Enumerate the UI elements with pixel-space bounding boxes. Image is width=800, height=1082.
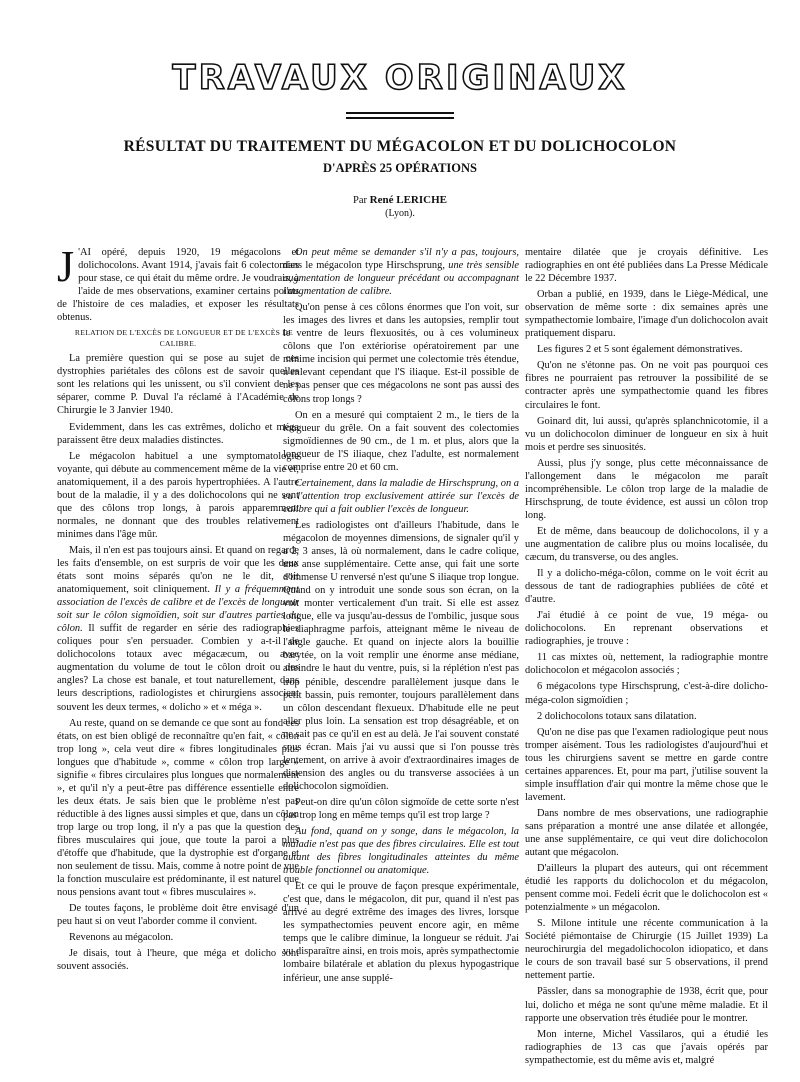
paragraph: Aussi, plus j'y songe, plus cette méconnaissance de l'allongement dans le mégacolon me paraît incompréhensible. Le côlon trop large de la maladie de Hirschsprung, de toute évidence, est aussi un côlon trop long. xyxy=(525,457,768,521)
section-banner: TRAVAUX ORIGINAUX xyxy=(172,58,628,98)
author-line xyxy=(0,194,800,206)
column-3 xyxy=(525,246,768,1070)
column-2 xyxy=(283,246,519,988)
intro-paragraph xyxy=(57,242,299,324)
text-run: dans le mégacolon type Hirschsprung, xyxy=(283,260,445,272)
list-item: 6 mégacolons type Hirschsprung, c'est-à-dire dolicho-méga-colon sigmoïdien ; xyxy=(525,681,768,706)
paragraph: Le mégacolon habituel a une symptomatologie voyante, qui débute au commencement même de la vie et, anatomiquement, il a des parois hypertrophiées. A l'autre bout de la maladie, il y a des dolichocolons qui ne sont que des côlons trop longs, à parois apparemment normales, ne donnant que des troubles relativement minimes dans l'âge mûr. xyxy=(57,450,299,540)
paragraph: Dans nombre de mes observations, une radiographie sans préparation a montré une anse dilatée et allongée, une anse supplémentaire, ce qui veut dire dolichocolon autant que mégacolon. xyxy=(525,807,768,859)
article-subtitle: D'APRÈS 25 OPÉRATIONS xyxy=(323,161,477,175)
paragraph: S. Milone intitule une récente communication à la Société piémontaise de Chirurgie (15 Juillet 1939) La neurochirurgia del megadolichocolon idiopatico, et dans le cours de son travail basé sur 5 observations, il prend nettement partie. xyxy=(525,918,768,982)
drop-cap: J xyxy=(57,242,75,291)
paragraph xyxy=(283,246,519,298)
paragraph: Pässler, dans sa monographie de 1938, écrit que, pour lui, dolicho et méga ne sont qu'une même maladie. Et il rapporte une observation très étudiée pour le montrer. xyxy=(525,986,768,1024)
author-name: René LERICHE xyxy=(369,194,447,206)
paragraph: Les figures 2 et 5 sont également démonstratives. xyxy=(537,344,743,356)
author-city: (Lyon). xyxy=(385,208,415,219)
paragraph: La première question qui se pose au sujet de ces dystrophies pariétales des côlons est de savoir quelles sont les relations qui les unissent, ou s'il convient de les séparer, comme P. Duval l'a réclamé à l'Académie de Chirurgie le 3 Janvier 1940. xyxy=(57,353,299,417)
banner-rule-bottom xyxy=(346,117,454,119)
paragraph: J'ai étudié à ce point de vue, 19 méga- ou dolichocolons. En reprenant observations et radiographies, je trouve : xyxy=(525,610,768,648)
list-item: 2 dolichocolons totaux sans dilatation. xyxy=(537,710,697,722)
paragraph: Et ce qui le prouve de façon presque expérimentale, c'est que, dans le mégacolon, dit pur, quand il n'est pas arrivé au degré extrême des images des livres, lorsque les sympathectomies peuvent encore agir, en même temps que le calibre diminue, la longueur se réduit. J'ai vu disparaître ainsi, en trois mois, après sympathectomie lombaire bilatérale et ablation du plexus hypogastrique inférieur, une anse supplé- xyxy=(283,881,519,984)
paragraph: Qu'on ne s'étonne pas. On ne voit pas pourquoi ces fibres ne pourraient pas retrouver la possibilité de se contracter après une sympathectomie quand les fibres circulaires le font. xyxy=(525,360,768,411)
paragraph: Certainement, dans la maladie de Hirschsprung, on a eu l'attention trop exclusivement attirée sur l'excès de calibre qui a fait oublier l'excès de longueur. xyxy=(283,477,519,515)
paragraph: De toutes façons, le problème doit être envisagé d'un peu haut si on veut l'aborder comme il convient. xyxy=(57,903,299,928)
italic-run: Il y a fréquemment association de l'excès de calibre et de l'excès de longueur soit sur le côlon sigmoïdien, soit sur d'autres parties du côlon. xyxy=(57,584,299,635)
paragraph: Mon interne, Michel Vassilaros, qui a étudié les radiographies de 13 cas que j'avais opérés par sympathectomie, est du même avis et, malgré xyxy=(525,1028,768,1066)
italic-run: On peut même se demander s'il n'y a pas, toujours, xyxy=(295,247,519,258)
paragraph: D'ailleurs la plupart des auteurs, qui ont récemment étudié les rapports du dolichocolon et du mégacolon, pensent comme moi. Fedeli écrit que le dolichocolon est « potenzialmente » un mégacolon. xyxy=(525,863,768,914)
paragraph: Goinard dit, lui aussi, qu'après splanchnicotomie, il a vu un dolichocolon diminuer de longueur en six à huit mois et perdre ses sinuosités. xyxy=(525,415,768,453)
paragraph: Et de même, dans beaucoup de dolichocolons, il y a une augmentation de calibre plus ou moins localisée, du cæcum, du transverse, ou des angles. xyxy=(525,525,768,564)
paragraph: Je disais, tout à l'heure, que méga et dolicho sont souvent associés. xyxy=(57,948,299,973)
article-title: RÉSULTAT DU TRAITEMENT DU MÉGACOLON ET DU DOLICHOCOLON xyxy=(123,138,677,155)
banner-rule-top xyxy=(346,112,454,114)
italic-run: une très sensible augmentation de longueur précédant ou accompagnant l'augmentation de calibre. xyxy=(283,260,520,298)
paragraph: Peut-on dire qu'un côlon sigmoïde de cette sorte n'est pas trop long en même temps qu'il est trop large ? xyxy=(283,796,519,821)
paragraph: Qu'on pense à ces côlons énormes que l'on voit, sur les images des livres et dans les autopsies, remplir tout le ventre de leurs flexuosités, ou à ces volumineux côlons que l'on extériorise opératoirement par une minime incision qui permet une colectomie très étendue, n'enlevant cependant que l'S iliaque. Est-il possible de ne pas penser que ces mégacolons ne sont pas aussi des côlons trop longs ? xyxy=(283,302,519,405)
column-1 xyxy=(57,242,299,976)
paragraph: Revenons au mégacolon. xyxy=(69,932,174,944)
paragraph: Qu'on ne dise pas que l'examen radiologique peut nous tromper aisément. Tous les radiologistes d'aujourd'hui et tous les chirurgiens savent se mettre en garde contre certaines apparences. Et, pour ma part, j'utilise souvent la simple insufflation d'air qui montre la même chose que le lavement. xyxy=(525,726,768,803)
text-run: Mais, il n'en est pas toujours ainsi. Et quand on regarde les faits d'ensemble, on est surpris de voir que les deux états sont moins séparés qu'on ne le dit, soit anatomiquement, soit cliniquement. xyxy=(57,544,299,596)
paragraph: Orban a publié, en 1939, dans le Liège-Médical, une observation de même sorte : dix semaines après une sympathectomie lombaire, l'image d'un dolichocolon avait pratiquement disparu. xyxy=(525,289,768,340)
paragraph: Les radiologistes ont d'ailleurs l'habitude, dans le mégacolon de moyennes dimensions, de signaler qu'il y a 2, 3 anses, là où normalement, dans le cadre colique, une anse supplémentaire. Cette anse, qui fait une sorte d'immense U renversé n'est qu'une S iliaque trop longue. Quand on y introduit une sonde sous son écran, on la voit monter verticalement d'un trait. Si elle est assez longue, elle va jusqu'au-dessus de l'ombilic, jusque sous le diaphragme parfois, atteignant même le niveau de l'angle gauche. Et quand on injecte alors la bouillie barytée, on la voit remplir une énorme anse médiane, atteindre le haut du ventre, puis, si la réplétion n'est pas trop pénible, descendre parallèlement jusque dans le petit bassin, puis remonter, toujours parallèlement dans un côlon descendant flexueux. D'habitude elle ne peut aller plus loin. La sensation est trop désagréable, et on ne sait pas ce qu'il en est au delà. Je l'ai souvent constaté sous écran. Mais j'ai vu aussi que si l'on pousse très lentement, on arrive à avoir d'extraordinaires images de distension des angles ou du transverse associées à un dolichocolon sigmoïdien. xyxy=(283,519,519,792)
paragraph: Au fond, quand on y songe, dans le mégacolon, la maladie n'est pas que des fibres circulaires. Elle est tout autant des fibres longitudinales atteintes du même trouble fonctionnel ou anatomique. xyxy=(283,826,519,877)
list-item: 11 cas mixtes où, nettement, la radiographie montre dolichocolon et mégacolon associés ; xyxy=(525,652,768,677)
paragraph: Au reste, quand on se demande ce que sont au fond ces états, on est bien obligé de reconnaître qu'en fait, « côlon trop long », cela veut dire « fibres longitudinales plus longues que d'habitude », comme « côlon trop large » signifie « fibres circulaires plus longues que normalement », et qu'il n'y a peut-être pas différence essentielle entre les deux états. Je sais bien que le problème n'est pas réductible à des lignes aussi simples et que, dans un côlon trop large ou trop long, il n'y a pas que la question des fibres musculaires qui joue, que toute la paroi a plus d'étoffe que d'habitude, que la dystrophie est d'organe et non seulement de tissu. Mais, comme à notre point de vue la fonction musculaire est prédominante, il est naturel que nous pensions avant tout « fibres musculaires ». xyxy=(57,717,299,899)
paragraph xyxy=(57,544,299,714)
text-run: Il suffit de regarder en série des radiographies coliques pour s'en persuader. Combien y a-t-il de dolichocolons totaux avec mégacæcum, ou avec augmentation du volume de tout le côlon droit ou des angles? La chose est banale, et tout naturellement, dans leurs descriptions, radiologistes et chirurgiens associent souvent les deux termes, « dolicho » et « méga ». xyxy=(57,623,299,713)
section-heading: RELATION DE L'EXCÈS DE LONGUEUR ET DE L'EXCÈS DE CALIBRE. xyxy=(74,328,294,349)
intro-text: 'AI opéré, depuis 1920, 19 mégacolons et dolichocolons. Avant 1914, j'avais fait 6 colectomies pour stase, ce qui était du même ordre. Je voudrais, à l'aide de mes observations, examiner certains points de l'histoire de ces maladies, et exposer les résultats obtenus. xyxy=(57,247,299,324)
paragraph: Il y a dolicho-méga-côlon, comme on le voit écrit au dessous de tant de radiographies publiées de côté et d'autre. xyxy=(525,568,768,606)
author-prefix: Par xyxy=(353,195,368,206)
paragraph: On en a mesuré qui comptaient 2 m., le tiers de la longueur du grêle. On a fait souvent des colectomies sigmoïdiennes de 90 cm., de 1 m. et plus, alors que la longueur de l'S iliaque, chez l'adulte, est normalement comprise entre 20 et 60 cm. xyxy=(283,409,519,473)
paragraph: Evidemment, dans les cas extrêmes, dolicho et méga paraissent être deux maladies distinctes. xyxy=(57,421,299,446)
paragraph: mentaire dilatée que je croyais définitive. Les radiographies en ont été publiées dans La Presse Médicale le 22 Décembre 1937. xyxy=(525,247,768,285)
